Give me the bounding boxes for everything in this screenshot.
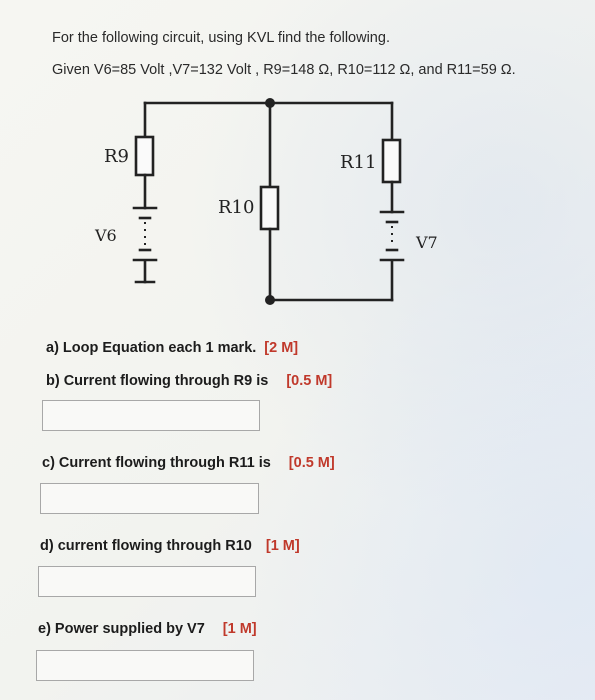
r10-label: R10 bbox=[218, 197, 255, 218]
r9-resistor bbox=[136, 137, 153, 175]
answer-box-b[interactable] bbox=[42, 400, 260, 431]
answer-box-e[interactable] bbox=[36, 650, 254, 681]
problem-statement-line1: For the following circuit, using KVL find the following. bbox=[52, 30, 390, 46]
question-e bbox=[38, 621, 257, 637]
question-e-text: e) Power supplied by V7 bbox=[38, 621, 205, 637]
question-b-mark: [0.5 M] bbox=[286, 373, 333, 389]
question-b bbox=[46, 373, 332, 389]
question-e-mark: [1 M] bbox=[222, 621, 257, 637]
r11-resistor bbox=[383, 140, 400, 182]
r9-label: R9 bbox=[104, 146, 130, 167]
question-b-text: b) Current flowing through R9 is bbox=[46, 373, 269, 389]
v6-label: V6 bbox=[95, 226, 117, 245]
answer-box-c[interactable] bbox=[40, 483, 259, 514]
answer-box-d[interactable] bbox=[38, 566, 256, 597]
v7-label: V7 bbox=[416, 233, 438, 252]
r11-label: R11 bbox=[340, 152, 377, 173]
question-c-mark: [0.5 M] bbox=[288, 455, 335, 471]
question-a-mark: [2 M] bbox=[264, 340, 299, 356]
junction-bottom bbox=[265, 295, 275, 305]
question-d bbox=[40, 538, 300, 554]
question-c-text: c) Current flowing through R11 is bbox=[42, 455, 271, 471]
question-c bbox=[42, 455, 335, 471]
question-d-text: d) current flowing through R10 bbox=[40, 538, 252, 554]
question-a-text: a) Loop Equation each 1 mark. bbox=[46, 340, 257, 356]
question-a bbox=[46, 340, 298, 356]
question-d-mark: [1 M] bbox=[265, 538, 300, 554]
r10-resistor bbox=[261, 187, 278, 229]
junction-top bbox=[265, 98, 275, 108]
problem-givens-line2: Given V6=85 Volt ,V7=132 Volt , R9=148 Ω, R10=112 Ω, and R11=59 Ω. bbox=[52, 62, 516, 78]
